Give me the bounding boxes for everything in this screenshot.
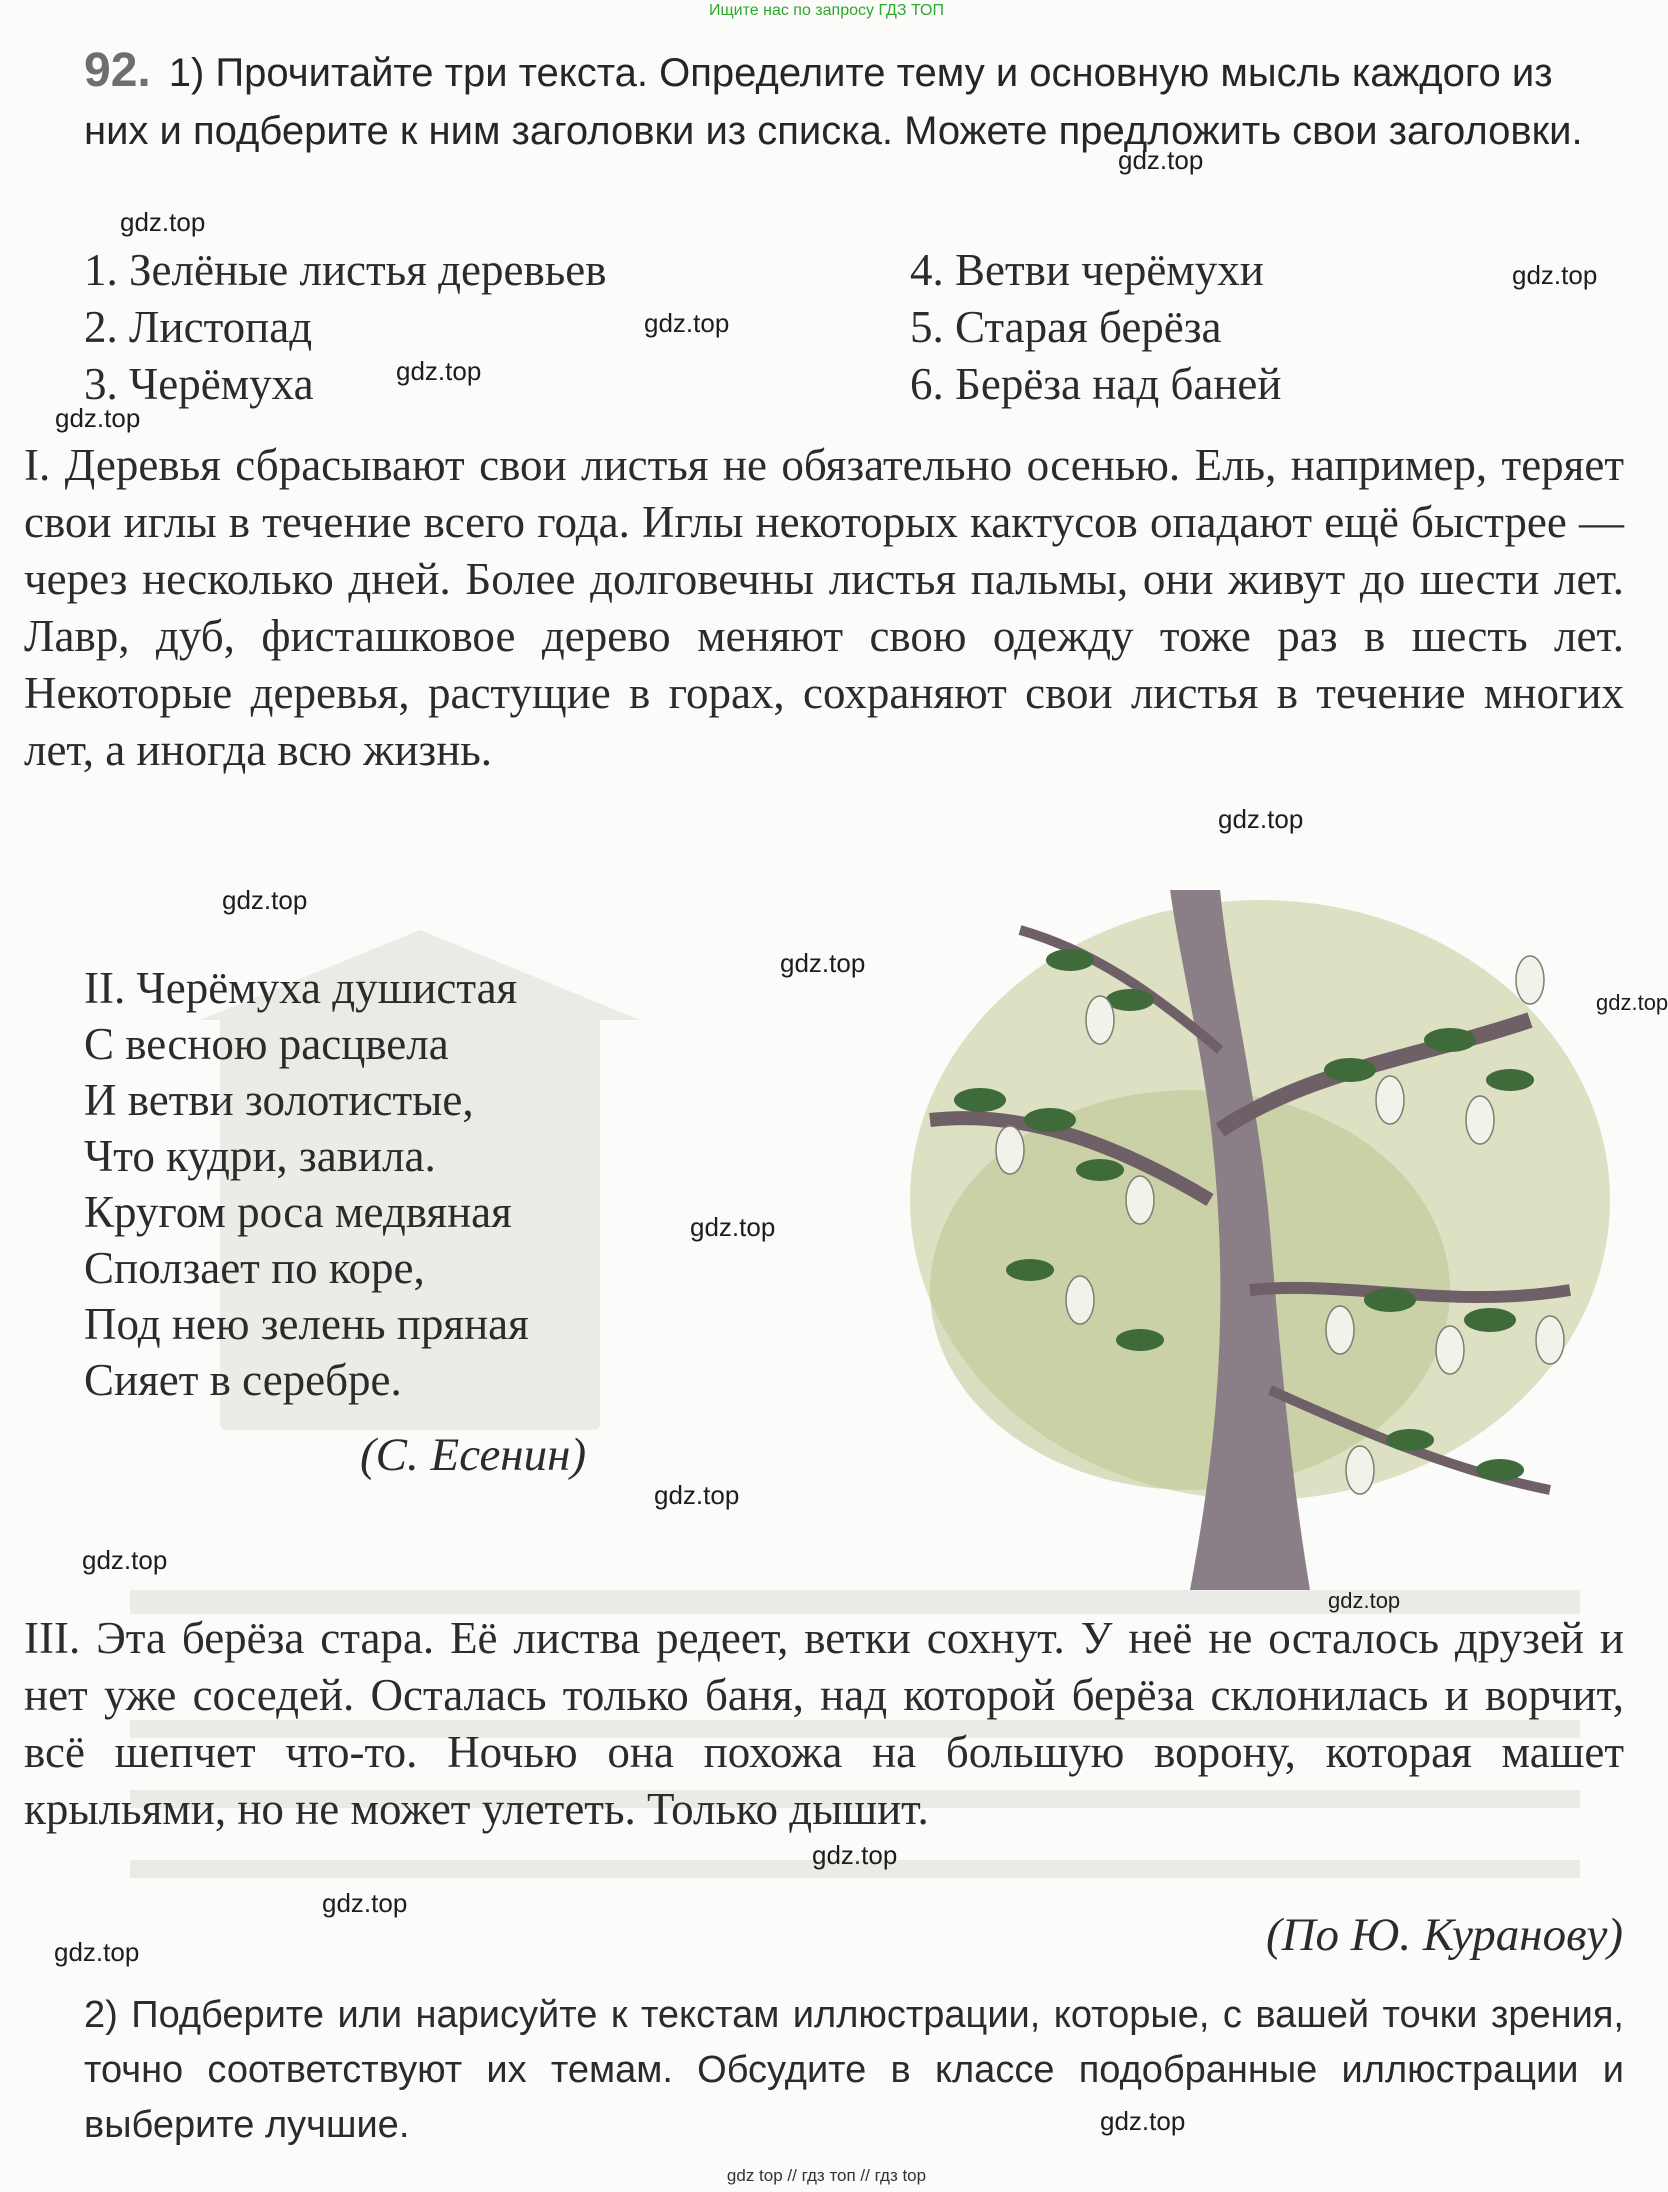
watermark: gdz.top	[1512, 260, 1598, 290]
watermark: gdz.top	[654, 1480, 740, 1510]
poem-line: II. Черёмуха душистая	[84, 963, 518, 1013]
poem-text	[84, 960, 529, 1408]
watermark: gdz.top	[54, 1937, 140, 1967]
poem-line: И ветви золотистые,	[84, 1075, 474, 1125]
title-list	[84, 242, 1624, 422]
poem-line: Что кудри, завила.	[84, 1131, 436, 1181]
watermark: gdz.top	[322, 1888, 408, 1918]
title-option: 2. Листопад	[84, 302, 313, 352]
watermark: gdz.top	[780, 948, 866, 978]
poem-line: Сползает по коре,	[84, 1243, 425, 1293]
watermark: gdz.top	[222, 885, 308, 915]
poem-author: (С. Есенин)	[360, 1429, 587, 1481]
watermark: gdz.top	[1218, 804, 1304, 834]
title-list-left	[84, 242, 606, 413]
watermark: gdz.top	[644, 308, 730, 338]
watermark: gdz.top	[55, 403, 141, 433]
poem-line: Сияет в серебре.	[84, 1355, 402, 1405]
watermark: gdz.top	[82, 1545, 168, 1575]
title-option: 5. Старая берёза	[910, 302, 1222, 352]
watermark: gdz.top	[1100, 2106, 1186, 2136]
task-number: 92.	[84, 44, 151, 97]
text-three-author: (По Ю. Куранову)	[1265, 1909, 1623, 1961]
poem-line: Кругом роса медвяная	[84, 1187, 512, 1237]
watermark: gdz.top	[120, 207, 206, 237]
watermark: gdz.top	[396, 356, 482, 386]
watermark: gdz.top	[690, 1212, 776, 1242]
top-banner[interactable]: Ищите нас по запросу ГДЗ ТОП	[709, 2, 944, 19]
poem-line: С весною расцвела	[84, 1019, 449, 1069]
title-option: 6. Берёза над баней	[910, 359, 1282, 409]
watermark: gdz.top	[1596, 990, 1668, 1015]
text-three: III. Эта берёза стара. Её листва редеет, ветки сохнут. У неё не осталось друзей и нет уже соседей. Осталась только баня, над которой берёза склонилась и ворчит, всё шепчет что-то. Ночью она похожа на большую ворону, которая машет крыльями, но не может улететь. Только дышит.	[24, 1613, 1624, 1834]
watermark: gdz.top	[1118, 145, 1204, 175]
title-option: 4. Ветви черёмухи	[910, 245, 1264, 295]
bird-cherry-tree-illustration	[890, 870, 1620, 1590]
bottom-banner[interactable]: gdz top // гдз топ // гдз top	[726, 2166, 927, 2185]
task-header	[84, 42, 1624, 160]
title-option: 1. Зелёные листья деревьев	[84, 245, 607, 295]
poem-line: Под нею зелень пряная	[84, 1299, 529, 1349]
watermark: gdz.top	[1328, 1588, 1401, 1613]
task-instruction: 1) Прочитайте три текста. Определите тему и основную мысль каждого из них и подберите к ним заголовки из списка. Можете предложить свои заголовки.	[84, 51, 1583, 153]
watermark: gdz.top	[812, 1840, 898, 1870]
task-part-two: 2) Подберите или нарисуйте к текстам иллюстрации, которые, с вашей точки зрения, точно соответствуют их темам. Обсудите в классе подобранные иллюстрации и выберите лучшие.	[84, 1994, 1624, 2146]
title-list-right	[910, 242, 1282, 413]
title-option: 3. Черёмуха	[84, 359, 314, 409]
text-one: I. Деревья сбрасывают свои листья не обязательно осенью. Ель, например, теряет свои иглы в течение всего года. Иглы некоторых кактусов опадают ещё быстрее — через несколько дней. Более долговечны листья пальмы, они живут до шести лет. Лавр, дуб, фисташковое дерево меняют свою одежду тоже раз в шесть лет. Некоторые деревья, растущие в горах, сохраняют свои листья в течение многих лет, а иногда всю жизнь.	[24, 440, 1624, 775]
